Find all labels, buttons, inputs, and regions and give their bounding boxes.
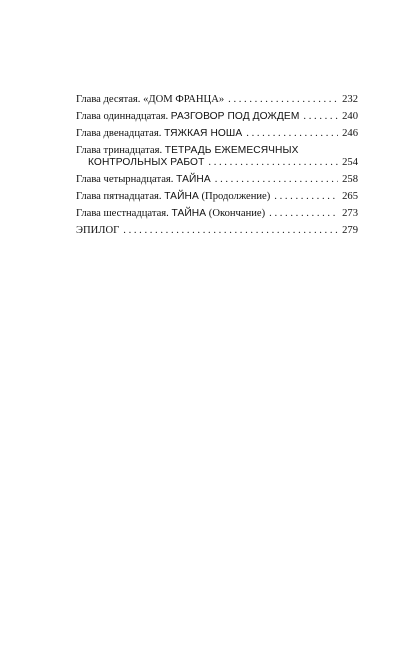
- chapter-label: Глава тринадцатая.: [76, 145, 163, 156]
- toc-entry-chapter-11: [76, 111, 358, 123]
- leader-dots: [123, 225, 338, 237]
- page-number: 246: [342, 128, 358, 139]
- toc-entry-chapter-10: [76, 94, 358, 106]
- chapter-label: Глава одиннадцатая.: [76, 111, 169, 122]
- chapter-label: Глава четырнадцатая.: [76, 174, 174, 185]
- chapter-title-line-1: ТЕТРАДЬ ЕЖЕМЕСЯЧНЫХ: [164, 145, 299, 156]
- leader-dots: [208, 157, 338, 169]
- chapter-title-line-2: КОНТРОЛЬНЫХ РАБОТ: [88, 157, 205, 168]
- toc-entry-chapter-12: [76, 128, 358, 140]
- page-number: 240: [342, 111, 358, 122]
- chapter-title: ТАЙНА: [176, 174, 211, 185]
- chapter-title: ТЯЖКАЯ НОША: [164, 128, 243, 139]
- toc-entry-chapter-13: [76, 145, 358, 169]
- chapter-label: Глава десятая.: [76, 94, 141, 105]
- toc-entry-epilogue: [76, 225, 358, 237]
- chapter-label: Глава пятнадцатая.: [76, 191, 162, 202]
- table-of-contents: [76, 94, 358, 242]
- leader-dots: [228, 94, 338, 106]
- chapter-label: Глава двенадцатая.: [76, 128, 162, 139]
- chapter-title: ТАЙНА: [171, 208, 207, 219]
- page-number: 258: [342, 174, 358, 185]
- leader-dots: [274, 191, 338, 203]
- chapter-subtitle: (Продолжение): [201, 191, 271, 202]
- epilogue-title: ЭПИЛОГ: [76, 225, 120, 236]
- leader-dots: [215, 174, 338, 186]
- chapter-label: Глава шестнадцатая.: [76, 208, 169, 219]
- page-number: 279: [342, 225, 358, 236]
- page-number: 232: [342, 94, 358, 105]
- toc-entry-chapter-15: [76, 191, 358, 203]
- toc-entry-chapter-14: [76, 174, 358, 186]
- leader-dots: [269, 208, 338, 220]
- page-number: 254: [342, 157, 358, 168]
- chapter-title: РАЗГОВОР ПОД ДОЖДЕМ: [170, 111, 300, 122]
- chapter-title: «ДОМ ФРАНЦА»: [143, 94, 225, 105]
- chapter-title: ТАЙНА: [164, 191, 199, 202]
- leader-dots: [246, 128, 338, 140]
- leader-dots: [303, 111, 338, 123]
- page-number: 273: [342, 208, 358, 219]
- chapter-subtitle: (Окончание): [208, 208, 266, 219]
- toc-entry-chapter-16: [76, 208, 358, 220]
- page-number: 265: [342, 191, 358, 202]
